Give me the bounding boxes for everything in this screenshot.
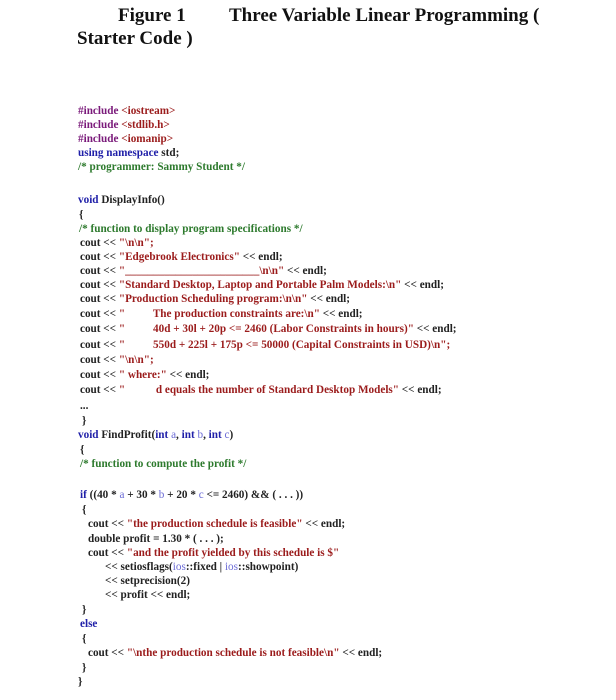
code-token: using namespace [78,147,159,159]
code-line [80,338,450,352]
code-line [80,236,154,250]
code-token: cout << [80,265,119,277]
code-token: #include [78,105,122,117]
code-token: << setiosflags( [105,561,173,573]
code-token: cout << [80,354,119,366]
code-line [80,250,283,264]
code-token: << endl; [239,251,283,263]
figure-label: Figure 1 [118,5,186,26]
code-line: { [82,633,87,645]
code-token: FindProfit( [98,429,156,441]
code-token: cout << [80,323,119,335]
code-line: ... [80,400,89,412]
code-token: <iostream> [121,105,176,117]
code-token: "\n\n"; [118,237,154,249]
code-token: int [181,429,195,441]
code-token: b [194,429,204,441]
code-token: c [198,489,204,501]
code-token: ios [172,561,186,573]
code-line: /* function to display program specifications */ [79,223,303,235]
code-token: if [80,489,87,501]
code-line [78,118,170,132]
code-token: "the production schedule is feasible" [126,518,303,530]
code-token: cout << [88,647,127,659]
code-line [78,132,173,146]
code-token: << endl; [302,518,346,530]
figure-title-continued: Starter Code ) [77,28,193,49]
code-line [80,353,154,367]
code-line [80,322,457,336]
code-token: cout << [80,339,119,351]
code-line: } [78,676,83,688]
code-line: } [82,662,87,674]
code-token: <= 2460) && ( . . . )) [203,489,304,501]
code-token: c [221,429,230,441]
code-line: { [82,504,87,516]
code-token: "\nthe production schedule is not feasible\n" [126,647,340,659]
code-token: "________________________\n\n" [118,265,285,277]
code-line: { [79,209,84,221]
code-line: } [82,415,87,427]
code-line [80,368,209,382]
code-token: << endl; [413,323,457,335]
code-token: << endl; [307,293,351,305]
code-token: "\n\n"; [118,354,154,366]
code-token: << endl; [319,308,363,320]
code-line [88,546,339,560]
code-token: " where:" [118,369,167,381]
code-token: << endl; [401,279,444,291]
code-line [80,264,327,278]
figure-title: Three Variable Linear Programming ( [229,5,540,26]
code-token: << endl; [339,647,383,659]
code-token: << endl; [284,265,327,277]
code-token: " The production constraints are:\n" [118,308,320,320]
code-line [78,104,175,118]
code-line: /* function to compute the profit */ [80,458,247,470]
code-token: , [203,429,209,441]
code-token: <iomanip> [121,133,174,145]
code-token: cout << [80,293,119,305]
code-token: "Production Scheduling program:\n\n" [118,293,308,305]
code-token: "Edgebrook Electronics" [118,251,240,263]
code-token: cout << [80,251,119,263]
code-line [105,560,298,574]
code-line [78,193,165,207]
code-token: DisplayInfo() [98,194,165,206]
code-token: "Standard Desktop, Laptop and Portable Palm Models:\n" [118,279,402,291]
code-line: double profit = 1.30 * ( . . . ); [88,533,224,545]
code-line: { [80,444,85,456]
code-token: << endl; [399,384,442,396]
code-line [80,383,442,397]
code-token: " d equals the number of Standard Desktop Models" [118,384,399,396]
code-line [88,646,382,660]
code-token: cout << [80,369,119,381]
code-token: b [158,489,165,501]
code-token: ::showpoint) [238,561,299,573]
code-token: << endl; [166,369,210,381]
code-line: /* programmer: Sammy Student */ [78,161,245,173]
code-token: #include [78,119,122,131]
code-token: a [168,429,177,441]
code-token: + 20 * [164,489,199,501]
code-line [80,488,303,502]
code-token: ::fixed | [185,561,225,573]
code-token: " 40d + 30l + 20p <= 2460 (Labor Constraints in hours)" [118,323,414,335]
code-token: cout << [80,279,119,291]
code-line: else [80,618,98,630]
code-token: int [155,429,169,441]
code-token: int [208,429,222,441]
code-token: void [78,194,99,206]
code-line [80,307,363,321]
code-token: void [78,429,99,441]
code-line: << profit << endl; [105,589,191,601]
code-token: " 550d + 225l + 175p <= 50000 (Capital Constraints in USD)\n"; [118,339,451,351]
code-token: "and the profit yielded by this schedule is $" [126,547,340,559]
code-line: } [82,604,87,616]
code-token: ((40 * [86,489,120,501]
code-token: cout << [88,518,127,530]
code-token: std; [158,147,180,159]
code-token: #include [78,133,122,145]
code-token: cout << [80,384,119,396]
code-line [78,146,179,160]
code-line: << setprecision(2) [105,575,190,587]
code-token: <stdlib.h> [121,119,170,131]
code-token: a [119,489,125,501]
code-token: cout << [88,547,127,559]
code-token: ) [229,429,234,441]
code-token: cout << [80,237,119,249]
code-token: + 30 * [124,489,159,501]
code-line [80,292,350,306]
code-token: , [176,429,182,441]
code-line [78,428,233,442]
code-token: ios [224,561,238,573]
code-token: cout << [80,308,119,320]
code-line [80,278,444,292]
code-line [88,517,345,531]
